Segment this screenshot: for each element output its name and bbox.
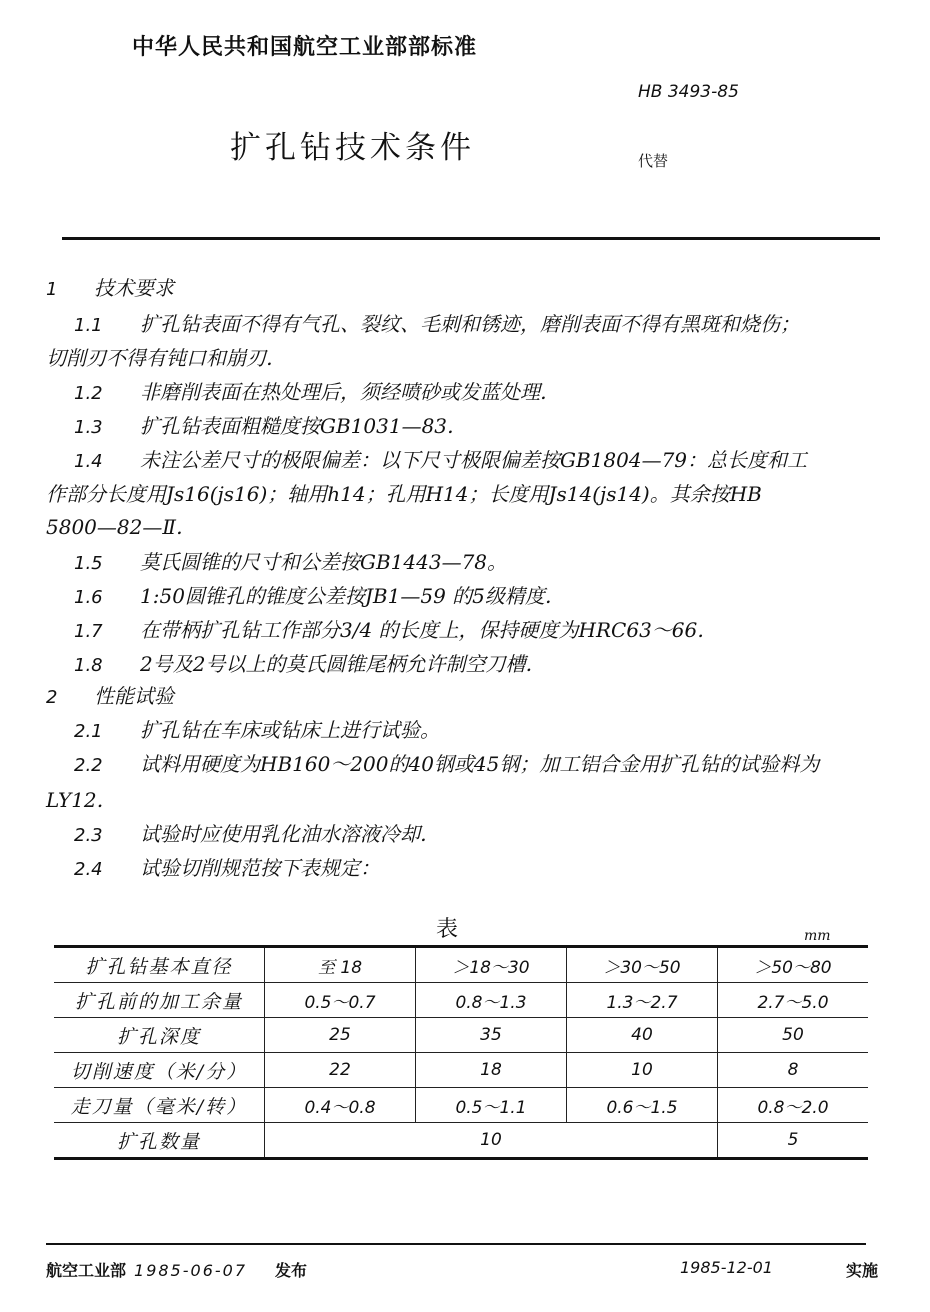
standard-code: HB 3493-85 <box>638 82 739 102</box>
clause <box>74 818 440 847</box>
clause-text: 扩孔钻在车床或钻床上进行试验。 <box>140 718 440 742</box>
row-label: 扩孔钻基本直径 <box>85 955 233 978</box>
issuer: 航空工业部 <box>46 1261 127 1280</box>
section-heading <box>46 680 174 709</box>
row-label: 扩孔前的加工余量 <box>54 983 265 1018</box>
table-cell: 0.8～2.0 <box>718 1088 869 1123</box>
footer-divider <box>46 1243 866 1245</box>
section-title: 性能试验 <box>94 684 174 708</box>
table-cell: 8 <box>718 1053 869 1088</box>
clause-number: 1.4 <box>74 451 103 472</box>
clause <box>74 546 507 575</box>
clause-continuation: LY12． <box>46 788 117 812</box>
issue-info <box>46 1258 307 1281</box>
table-cell: 0.5～0.7 <box>265 983 416 1018</box>
table-row <box>54 1123 868 1159</box>
table-cell: 40 <box>567 1018 718 1053</box>
clause <box>74 748 819 777</box>
clause <box>74 308 800 337</box>
clause-number: 2.4 <box>74 859 103 880</box>
clause-text: 莫氏圆锥的尺寸和公差按GB1443—78。 <box>140 550 508 574</box>
clause-text: 扩孔钻表面不得有气孔、裂纹、毛刺和锈迹，磨削表面不得有黑斑和烧伤； <box>140 312 800 336</box>
table-cell: 0.5～1.1 <box>416 1088 567 1123</box>
clause-text: 1:50圆锥孔的锥度公差按JB1—59 的5级精度． <box>140 584 565 608</box>
table-cell: 1.3～2.7 <box>567 983 718 1018</box>
clause-number: 1.8 <box>74 655 103 676</box>
issue-label: 发布 <box>275 1261 308 1280</box>
row-label: 扩孔数量 <box>54 1123 265 1159</box>
clause-number: 1.5 <box>74 553 103 574</box>
table-cell: 5 <box>718 1123 869 1159</box>
row-label: 走刀量（毫米/转） <box>54 1088 265 1123</box>
section-number: 2 <box>46 687 58 708</box>
section-title: 技术要求 <box>94 276 174 300</box>
cutting-spec-table <box>54 945 868 1160</box>
row-label: 扩孔深度 <box>54 1018 265 1053</box>
table-cell: ＞30～50 <box>567 947 718 983</box>
document-title: 扩孔钻技术条件 <box>230 130 475 166</box>
section-heading <box>46 272 174 301</box>
clause-number: 1.3 <box>74 417 103 438</box>
effective-date: 1985-12-01 <box>680 1258 773 1277</box>
clause <box>74 648 545 677</box>
clause-text: 2号及2号以上的莫氏圆锥尾柄允许制空刀槽． <box>140 652 546 676</box>
issuing-organization: 中华人民共和国航空工业部部标准 <box>132 35 478 60</box>
table-cell: 0.8～1.3 <box>416 983 567 1018</box>
table-cell: 10 <box>567 1053 718 1088</box>
table-cell: ＞18～30 <box>416 947 567 983</box>
table-cell: 至 18 <box>265 947 416 983</box>
table-row <box>54 983 868 1018</box>
clause-text: 非磨削表面在热处理后，须经喷砂或发蓝处理． <box>140 380 560 404</box>
clause <box>74 444 807 473</box>
clause-number: 2.3 <box>74 825 103 846</box>
table-row <box>54 1053 868 1088</box>
clause-number: 2.2 <box>74 755 103 776</box>
issue-date: 1985-06-07 <box>134 1261 247 1280</box>
table-cell: 0.6～1.5 <box>567 1088 718 1123</box>
replaces-label: 代替 <box>638 152 669 170</box>
clause-continuation: 切削刃不得有钝口和崩刃． <box>46 346 286 370</box>
table-caption: 表 <box>436 917 459 942</box>
clause <box>74 376 560 405</box>
effective-label: 实施 <box>846 1261 879 1280</box>
table-row <box>54 947 868 983</box>
table-cell: ＞50～80 <box>718 947 869 983</box>
clause-text: 在带柄扩孔钻工作部分3/4 的长度上，保持硬度为HRC63～66． <box>140 618 718 642</box>
table-cell: 35 <box>416 1018 567 1053</box>
table-cell: 18 <box>416 1053 567 1088</box>
clause <box>74 714 440 743</box>
table-row <box>54 1018 868 1053</box>
table-cell: 0.4～0.8 <box>265 1088 416 1123</box>
table-row <box>54 1088 868 1123</box>
clause-text: 试料用硬度为HB160～200的40钢或45钢；加工铝合金用扩孔钻的试验料为 <box>140 752 820 776</box>
clause-number: 1.1 <box>74 315 103 336</box>
header-divider <box>62 237 880 240</box>
clause-text: 试验时应使用乳化油水溶液冷却． <box>140 822 440 846</box>
clause <box>74 580 565 609</box>
clause <box>74 410 467 439</box>
clause-number: 1.2 <box>74 383 103 404</box>
clause <box>74 852 380 881</box>
clause-text: 未注公差尺寸的极限偏差：以下尺寸极限偏差按GB1804—79：总长度和工 <box>140 448 808 472</box>
table-cell: 50 <box>718 1018 869 1053</box>
table-cell: 25 <box>265 1018 416 1053</box>
table-cell: 22 <box>265 1053 416 1088</box>
clause-text: 扩孔钻表面粗糙度按GB1031—83． <box>140 414 468 438</box>
table-cell: 2.7～5.0 <box>718 983 869 1018</box>
clause-number: 1.6 <box>74 587 103 608</box>
clause-text: 试验切削规范按下表规定： <box>140 856 380 880</box>
clause-continuation: 作部分长度用Js16(js16)；轴用h14；孔用H14；长度用Js14(js14)。其余按HB <box>46 482 762 506</box>
clause-number: 2.1 <box>74 721 103 742</box>
clause-continuation: 5800—82—Ⅱ． <box>46 515 196 539</box>
table-cell-merged: 10 <box>265 1123 718 1159</box>
clause <box>74 614 717 643</box>
clause-number: 1.7 <box>74 621 103 642</box>
table-unit: mm <box>804 928 831 944</box>
row-label: 切削速度（米/分） <box>54 1053 265 1088</box>
section-number: 1 <box>46 279 58 300</box>
